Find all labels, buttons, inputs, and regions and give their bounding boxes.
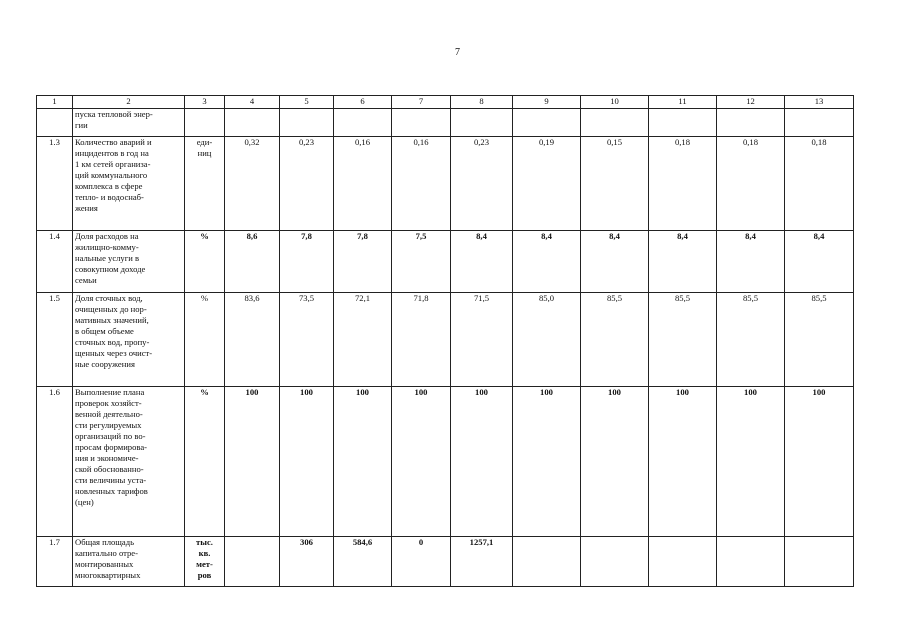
- table-row: [37, 293, 854, 387]
- value-cell: 0,16: [392, 137, 451, 231]
- value-cell: 0: [392, 537, 451, 587]
- value-cell: 8,4: [581, 231, 649, 293]
- cell-line: сти величины уста-: [75, 475, 147, 485]
- table-row: [37, 231, 854, 293]
- value-cell: 584,6: [334, 537, 392, 587]
- cell-line: организаций по во-: [75, 431, 146, 441]
- cell-line: кв.: [198, 548, 211, 558]
- value-cell: 0,23: [451, 137, 513, 231]
- value-cell: 0,19: [513, 137, 581, 231]
- value-cell: 0,18: [717, 137, 785, 231]
- column-header: 9: [513, 96, 581, 109]
- cell-line: ниц: [197, 148, 212, 158]
- cell-line: %: [200, 231, 209, 241]
- value-cell: 8,4: [513, 231, 581, 293]
- cell-line: Выполнение плана: [75, 387, 145, 397]
- column-header: 5: [280, 96, 334, 109]
- value-cell: 0,32: [225, 137, 280, 231]
- value-cell: 100: [334, 387, 392, 537]
- value-cell: 0,18: [785, 137, 854, 231]
- indicator-name: [73, 293, 185, 387]
- column-header: 7: [392, 96, 451, 109]
- value-cell: [334, 109, 392, 137]
- cell-line: очищенных до нор-: [75, 304, 147, 314]
- cell-line: тепло- и водоснаб-: [75, 192, 144, 202]
- cell-line: проверок хозяйст-: [75, 398, 142, 408]
- value-cell: 100: [392, 387, 451, 537]
- cell-line: совокупном доходе: [75, 264, 146, 274]
- cell-line: новленных тарифов: [75, 486, 148, 496]
- value-cell: 8,4: [717, 231, 785, 293]
- row-number: 1.5: [37, 293, 73, 387]
- table-row: [37, 137, 854, 231]
- cell-line: просам формирова-: [75, 442, 148, 452]
- value-cell: 100: [225, 387, 280, 537]
- cell-line: %: [200, 387, 209, 397]
- column-header: 1: [37, 96, 73, 109]
- value-cell: 0,23: [280, 137, 334, 231]
- value-cell: [581, 537, 649, 587]
- value-cell: 8,6: [225, 231, 280, 293]
- value-cell: 85,0: [513, 293, 581, 387]
- value-cell: 7,8: [334, 231, 392, 293]
- cell-line: мативных значений,: [75, 315, 149, 325]
- cell-line: %: [200, 293, 209, 303]
- cell-line: сточных вод, пропу-: [75, 337, 150, 347]
- row-number: 1.7: [37, 537, 73, 587]
- cell-line: ные сооружения: [75, 359, 135, 369]
- header-row: [37, 96, 854, 109]
- value-cell: [649, 109, 717, 137]
- value-cell: 83,6: [225, 293, 280, 387]
- column-header: 2: [73, 96, 185, 109]
- cell-line: нальные услуги в: [75, 253, 140, 263]
- cell-line: Количество аварий и: [75, 137, 152, 147]
- value-cell: 0,16: [334, 137, 392, 231]
- value-cell: [785, 537, 854, 587]
- row-number: [37, 109, 73, 137]
- column-header: 3: [185, 96, 225, 109]
- indicator-name: [73, 231, 185, 293]
- value-cell: 306: [280, 537, 334, 587]
- column-header: 6: [334, 96, 392, 109]
- cell-line: монтированных: [75, 559, 134, 569]
- value-cell: [581, 109, 649, 137]
- value-cell: [451, 109, 513, 137]
- value-cell: [280, 109, 334, 137]
- cell-line: жения: [75, 203, 98, 213]
- value-cell: [717, 109, 785, 137]
- value-cell: [717, 537, 785, 587]
- column-header: 11: [649, 96, 717, 109]
- value-cell: [649, 537, 717, 587]
- cell-line: (цен): [75, 497, 94, 507]
- value-cell: 8,4: [649, 231, 717, 293]
- indicator-name: [73, 137, 185, 231]
- value-cell: 0,15: [581, 137, 649, 231]
- cell-line: мет-: [196, 559, 213, 569]
- value-cell: 100: [451, 387, 513, 537]
- value-cell: 100: [280, 387, 334, 537]
- cell-line: щенных через очист-: [75, 348, 153, 358]
- value-cell: 100: [581, 387, 649, 537]
- cell-line: инцидентов в год на: [75, 148, 149, 158]
- cell-line: ния и экономиче-: [75, 453, 139, 463]
- cell-line: Доля расходов на: [75, 231, 139, 241]
- value-cell: 100: [717, 387, 785, 537]
- indicator-table: [36, 95, 854, 587]
- table-row: [37, 537, 854, 587]
- cell-line: венной деятельно-: [75, 409, 143, 419]
- unit-cell: [185, 293, 225, 387]
- value-cell: [392, 109, 451, 137]
- table-row: [37, 109, 854, 137]
- cell-line: жилищно-комму-: [75, 242, 139, 252]
- value-cell: 0,18: [649, 137, 717, 231]
- cell-line: капитально отре-: [75, 548, 138, 558]
- value-cell: 85,5: [649, 293, 717, 387]
- cell-line: многоквартирных: [75, 570, 141, 580]
- column-header: 4: [225, 96, 280, 109]
- row-number: 1.3: [37, 137, 73, 231]
- value-cell: 100: [513, 387, 581, 537]
- indicator-name: [73, 537, 185, 587]
- value-cell: 71,8: [392, 293, 451, 387]
- value-cell: 73,5: [280, 293, 334, 387]
- value-cell: 8,4: [451, 231, 513, 293]
- value-cell: [225, 109, 280, 137]
- unit-cell: [185, 137, 225, 231]
- cell-line: в общем объеме: [75, 326, 134, 336]
- cell-line: ской обоснованно-: [75, 464, 144, 474]
- value-cell: 1257,1: [451, 537, 513, 587]
- cell-line: Общая площадь: [75, 537, 135, 547]
- column-header: 8: [451, 96, 513, 109]
- cell-line: Доля сточных вод,: [75, 293, 143, 303]
- value-cell: 71,5: [451, 293, 513, 387]
- value-cell: 7,8: [280, 231, 334, 293]
- value-cell: [225, 537, 280, 587]
- cell-line: 1 км сетей организа-: [75, 159, 151, 169]
- cell-line: еди-: [196, 137, 213, 147]
- value-cell: 85,5: [717, 293, 785, 387]
- cell-line: семьи: [75, 275, 97, 285]
- row-number: 1.4: [37, 231, 73, 293]
- cell-line: ров: [197, 570, 212, 580]
- value-cell: 85,5: [581, 293, 649, 387]
- unit-cell: [185, 231, 225, 293]
- value-cell: [513, 537, 581, 587]
- unit-cell: [185, 109, 225, 137]
- indicator-name: [73, 109, 185, 137]
- cell-line: сти регулируемых: [75, 420, 142, 430]
- value-cell: 8,4: [785, 231, 854, 293]
- cell-line: тыс.: [196, 537, 213, 547]
- unit-cell: [185, 387, 225, 537]
- table-row: [37, 387, 854, 537]
- value-cell: [513, 109, 581, 137]
- unit-cell: [185, 537, 225, 587]
- value-cell: 7,5: [392, 231, 451, 293]
- value-cell: 100: [785, 387, 854, 537]
- column-header: 13: [785, 96, 854, 109]
- column-header: 12: [717, 96, 785, 109]
- cell-line: пуска тепловой энер-: [75, 109, 153, 119]
- indicator-name: [73, 387, 185, 537]
- column-header: 10: [581, 96, 649, 109]
- value-cell: 100: [649, 387, 717, 537]
- value-cell: 72,1: [334, 293, 392, 387]
- value-cell: 85,5: [785, 293, 854, 387]
- cell-line: ций коммунального: [75, 170, 148, 180]
- value-cell: [785, 109, 854, 137]
- cell-line: комплекса в сфере: [75, 181, 143, 191]
- cell-line: гии: [75, 120, 88, 130]
- row-number: 1.6: [37, 387, 73, 537]
- page-number: 7: [455, 47, 460, 58]
